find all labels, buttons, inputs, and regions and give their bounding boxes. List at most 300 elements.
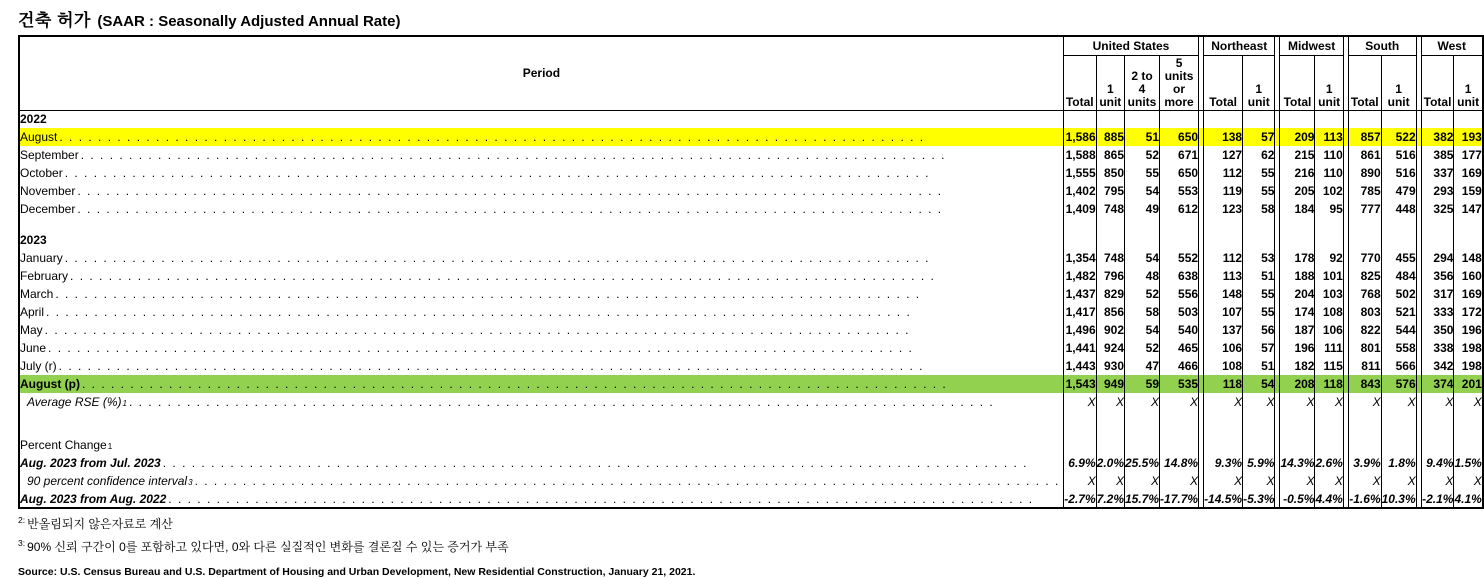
value-cell: 1.8% [1381, 454, 1416, 472]
value-cell: 169 [1454, 164, 1483, 182]
value-cell: X [1280, 472, 1315, 490]
table-row-march [19, 285, 1483, 303]
group-header-northeast: Northeast [1204, 36, 1275, 55]
value-cell: 466 [1160, 357, 1199, 375]
value-cell: 455 [1381, 249, 1416, 267]
value-cell: 159 [1454, 182, 1483, 200]
value-cell: X [1204, 393, 1243, 411]
value-cell [1063, 231, 1096, 249]
value-cell [1381, 411, 1416, 436]
period-cell [19, 231, 1063, 249]
value-cell: 337 [1421, 164, 1454, 182]
value-cell: 54 [1125, 182, 1160, 200]
value-cell: 930 [1096, 357, 1124, 375]
value-cell: 1,437 [1063, 285, 1096, 303]
footnotes [18, 511, 1022, 557]
value-cell [1381, 218, 1416, 231]
value-cell: 55 [1243, 164, 1275, 182]
table-row-august [19, 128, 1483, 146]
value-cell: X [1280, 393, 1315, 411]
value-cell: X [1421, 393, 1454, 411]
value-cell: 856 [1096, 303, 1124, 321]
value-cell: X [1381, 472, 1416, 490]
value-cell: 748 [1096, 200, 1124, 218]
value-cell: 502 [1381, 285, 1416, 303]
value-cell: 465 [1160, 339, 1199, 357]
value-cell: 522 [1381, 128, 1416, 146]
value-cell [1160, 231, 1199, 249]
value-cell: 516 [1381, 164, 1416, 182]
column-header-line: or more [1164, 81, 1194, 109]
dot-leader: . . . . . . . . . . . . . . . . . . . . . . . . . . . . . . . . . . . . . . . . . . . . . . . . . . . . . . . . . . . . . . . . . . . . . . . . . . . . . . . . . . . . . . . . . . [70, 269, 936, 283]
period-label: 90 percent confidence interval 3 . . . . . . . . . . . . . . . . . . . . . . . . . . . . . . . . . . . . . . . . . . . . . . . . . . . . . . . . . . . . . . . . . . . . . . . . . . . . . . . . . . . . . . . . . . [20, 474, 1063, 488]
period-cell [19, 249, 1063, 267]
column-header-2-to-4-units [1125, 55, 1160, 110]
value-cell: 147 [1454, 200, 1483, 218]
value-cell: 177 [1454, 146, 1483, 164]
value-cell [1348, 411, 1381, 436]
dot-leader: . . . . . . . . . . . . . . . . . . . . . . . . . . . . . . . . . . . . . . . . . . . . . . . . . . . . . . . . . . . . . . . . . . . . . . . . . . . . . . . . . . . . . . . . . . [80, 148, 946, 162]
value-cell: 118 [1315, 375, 1343, 393]
value-cell: 47 [1125, 357, 1160, 375]
footnote-3-text: 90% 신뢰 구간이 0를 포함하고 있다면, 0와 다른 실질적인 변화를 결론질 수 있는 증거가 부족 [27, 540, 509, 554]
period-label [20, 305, 1063, 319]
value-cell: 843 [1348, 375, 1381, 393]
table-row-january [19, 249, 1483, 267]
value-cell: 95 [1315, 200, 1343, 218]
header-group-row [19, 36, 1483, 55]
value-cell [1125, 218, 1160, 231]
period-cell [19, 357, 1063, 375]
value-cell: -2.1% [1421, 490, 1454, 508]
column-header-total [1348, 55, 1381, 110]
period-cell [19, 436, 1063, 454]
value-cell: 356 [1421, 267, 1454, 285]
value-cell [1280, 231, 1315, 249]
value-cell: 857 [1348, 128, 1381, 146]
value-cell: -2.7% [1063, 490, 1096, 508]
value-cell: X [1160, 393, 1199, 411]
value-cell: 110 [1315, 164, 1343, 182]
value-cell [1204, 436, 1243, 454]
value-cell: 172 [1454, 303, 1483, 321]
column-header-1-unit [1381, 55, 1416, 110]
value-cell: 803 [1348, 303, 1381, 321]
value-cell: -14.5% [1204, 490, 1243, 508]
period-label-text: November [20, 184, 76, 198]
table-row-average-rse [19, 393, 1483, 411]
value-cell: 1,402 [1063, 182, 1096, 200]
column-header-5-units-or-more [1160, 55, 1199, 110]
title-english: (SAAR : Seasonally Adjusted Annual Rate) [97, 13, 401, 30]
value-cell [1096, 110, 1124, 128]
value-cell: 1,555 [1063, 164, 1096, 182]
value-cell: 650 [1160, 128, 1199, 146]
value-cell: 106 [1204, 339, 1243, 357]
value-cell: 106 [1315, 321, 1343, 339]
value-cell: 55 [1243, 303, 1275, 321]
value-cell: 890 [1348, 164, 1381, 182]
period-cell [19, 267, 1063, 285]
value-cell [1348, 436, 1381, 454]
value-cell: 768 [1348, 285, 1381, 303]
value-cell [1280, 218, 1315, 231]
value-cell: 10.3% [1381, 490, 1416, 508]
period-cell [19, 146, 1063, 164]
value-cell: 671 [1160, 146, 1199, 164]
value-cell: 112 [1204, 164, 1243, 182]
value-cell: 2.0% [1096, 456, 1124, 470]
year-row-2023 [19, 231, 1483, 249]
dot-leader: . . . . . . . . . . . . . . . . . . . . . . . . . . . . . . . . . . . . . . . . . . . . . . . . . . . . . . . . . . . . . . . . . . . . . . . . . . . . . . . . . . . . . . . . . . [64, 166, 930, 180]
value-cell: 113 [1204, 267, 1243, 285]
value-cell: 62 [1243, 146, 1275, 164]
footnote-3-marker: 3: [18, 538, 26, 548]
period-cell [19, 454, 1063, 472]
value-cell: 204 [1280, 285, 1315, 303]
value-cell: X [1096, 393, 1124, 411]
table-row-december [19, 200, 1483, 218]
value-cell: 484 [1381, 267, 1416, 285]
period-cell [19, 411, 1063, 436]
value-cell: 113 [1315, 128, 1343, 146]
dot-leader: . . . . . . . . . . . . . . . . . . . . . . . . . . . . . . . . . . . . . . . . . . . . . . . . . . . . . . . . . . . . . . . . . . . . . . . . . . . . . . . . . . . . . . . . . . [48, 341, 914, 355]
table-row-september [19, 146, 1483, 164]
column-header-1-unit [1243, 55, 1275, 110]
value-cell: 1,443 [1063, 357, 1096, 375]
value-cell [1381, 436, 1416, 454]
period-cell [19, 321, 1063, 339]
value-cell: X [1348, 393, 1381, 411]
value-cell: X [1125, 393, 1160, 411]
value-cell: 325 [1421, 200, 1454, 218]
value-cell: -17.7% [1160, 490, 1199, 508]
value-cell [1421, 411, 1454, 436]
value-cell: X [1160, 472, 1199, 490]
value-cell: 49 [1125, 200, 1160, 218]
period-cell [19, 490, 1063, 508]
period-label-text: Aug. 2023 from Jul. 2023 [20, 456, 161, 470]
period-label [20, 184, 1063, 198]
value-cell: X [1125, 472, 1160, 490]
period-label [20, 341, 1063, 355]
dot-leader: . . . . . . . . . . . . . . . . . . . . . . . . . . . . . . . . . . . . . . . . . . . . . . . . . . . . . . . . . . . . . . . . . . . . . . . . . . . . . . . . . . . . . . . . . . [59, 130, 925, 144]
value-cell: 4.1% [1454, 490, 1483, 508]
table-row-aug-2023-from-aug-2022 [19, 490, 1483, 508]
value-cell: X [1348, 472, 1381, 490]
period-label [20, 287, 1063, 301]
value-cell: 193 [1454, 128, 1483, 146]
period-label: Percent Change 1 [20, 438, 113, 452]
value-cell: 924 [1096, 339, 1124, 357]
period-label [20, 456, 1063, 470]
value-cell: 785 [1348, 182, 1381, 200]
dot-leader: . . . . . . . . . . . . . . . . . . . . . . . . . . . . . . . . . . . . . . . . . . . . . . . . . . . . . . . . . . . . . . . . . . . . . . . . . . . . . . . . . . . . . . . . . . [55, 287, 921, 301]
value-cell: 885 [1096, 128, 1124, 146]
column-header-1-unit [1454, 55, 1483, 110]
column-header-line: 1 unit [1318, 81, 1341, 109]
value-cell: 209 [1280, 128, 1315, 146]
value-cell: 103 [1315, 285, 1343, 303]
footnote-3 [18, 534, 1022, 557]
value-cell [1454, 436, 1483, 454]
value-cell: 949 [1096, 375, 1124, 393]
value-cell: 544 [1381, 321, 1416, 339]
value-cell: 796 [1096, 267, 1124, 285]
value-cell: 6.9% [1063, 454, 1096, 472]
value-cell: 448 [1381, 200, 1416, 218]
value-cell [1348, 218, 1381, 231]
group-header-united-states: United States [1063, 36, 1198, 55]
dot-leader: . . . . . . . . . . . . . . . . . . . . . . . . . . . . . . . . . . . . . . . . . . . . . . . . . . . . . . . . . . . . . . . . . . . . . . . . . . . . . . . . . . . . . . . . . . [77, 202, 943, 216]
value-cell: 382 [1421, 128, 1454, 146]
value-cell: 182 [1280, 357, 1315, 375]
value-cell: 160 [1454, 267, 1483, 285]
value-cell: 2.6% [1315, 456, 1343, 470]
period-label [20, 233, 1063, 247]
value-cell: 127 [1204, 146, 1243, 164]
dot-leader: . . . . . . . . . . . . . . . . . . . . . . . . . . . . . . . . . . . . . . . . . . . . . . . . . . . . . . . . . . . . . . . . . . . . . . . . . . . . . . . . . . . . . . . . . . [81, 377, 948, 391]
value-cell: 52 [1125, 339, 1160, 357]
period-cell [19, 285, 1063, 303]
value-cell [1381, 231, 1416, 249]
value-cell: 9.3% [1204, 454, 1243, 472]
value-cell: 553 [1160, 182, 1199, 200]
value-cell: 52 [1125, 146, 1160, 164]
period-label [20, 166, 1063, 180]
period-label-text: September [20, 148, 79, 162]
value-cell: 850 [1096, 164, 1124, 182]
value-cell: 25.5% [1125, 456, 1160, 470]
value-cell [1096, 231, 1124, 249]
value-cell [1348, 231, 1381, 249]
column-header-line: 1 unit [1457, 81, 1480, 109]
value-cell: 52 [1125, 285, 1160, 303]
source-note: Source: U.S. Census Bureau and U.S. Department of Housing and Urban Development, New Residential Construction, January 21, 2021. [18, 566, 696, 578]
value-cell [1160, 110, 1199, 128]
value-cell: 101 [1315, 267, 1343, 285]
value-cell [1454, 231, 1483, 249]
value-cell: 148 [1204, 285, 1243, 303]
value-cell: 1,482 [1063, 267, 1096, 285]
value-cell: 829 [1096, 285, 1124, 303]
value-cell: 9.4% [1421, 454, 1454, 472]
value-cell: 293 [1421, 182, 1454, 200]
column-header-line: Total [1065, 94, 1094, 109]
value-cell [1243, 411, 1275, 436]
value-cell: 503 [1160, 303, 1199, 321]
value-cell: 15.7% [1125, 490, 1160, 508]
value-cell: 107 [1204, 303, 1243, 321]
period-label-text: June [20, 341, 47, 355]
value-cell: 902 [1096, 321, 1124, 339]
dot-leader: . . . . . . . . . . . . . . . . . . . . . . . . . . . . . . . . . . . . . . . . . . . . . . . . . . . . . . . . . . . . . . . . . . . . . . . . . . . . . . . . . . . . . . . . . . [44, 323, 910, 337]
value-cell [1125, 436, 1160, 454]
period-label-text: August (p) [20, 377, 80, 391]
table-row-april [19, 303, 1483, 321]
period-cell [19, 339, 1063, 357]
value-cell: 1,586 [1063, 128, 1096, 146]
column-header-total [1421, 55, 1454, 110]
value-cell [1096, 218, 1124, 231]
value-cell: 53 [1243, 249, 1275, 267]
period-label: Average RSE (%) 1 . . . . . . . . . . . . . . . . . . . . . . . . . . . . . . . . . . . . . . . . . . . . . . . . . . . . . . . . . . . . . . . . . . . . . . . . . . . . . . . . . . . . . . . . . . [20, 395, 1063, 409]
value-cell: 148 [1454, 249, 1483, 267]
table-row-october [19, 164, 1483, 182]
dot-leader: . . . . . . . . . . . . . . . . . . . . . . . . . . . . . . . . . . . . . . . . . . . . . . . . . . . . . . . . . . . . . . . . . . . . . . . . . . . . . . . . . . . . . . . . . . [46, 305, 912, 319]
period-label [20, 377, 1063, 391]
value-cell: 556 [1160, 285, 1199, 303]
table-row-90-percent-confidence-interval [19, 472, 1483, 490]
value-cell: 57 [1243, 128, 1275, 146]
value-cell: 54 [1125, 321, 1160, 339]
value-cell: 811 [1348, 357, 1381, 375]
table-header [19, 36, 1483, 110]
table-row-august-p [19, 375, 1483, 393]
value-cell: 58 [1243, 200, 1275, 218]
value-cell: 216 [1280, 164, 1315, 182]
period-label-text: October [20, 166, 63, 180]
value-cell: 342 [1421, 357, 1454, 375]
value-cell [1243, 436, 1275, 454]
dot-leader: . . . . . . . . . . . . . . . . . . . . . . . . . . . . . . . . . . . . . . . . . . . . . . . . . . . . . . . . . . . . . . . . . . . . . . . . . . . . . . . . . . . . . . . . . . [77, 184, 943, 198]
value-cell: 14.3% [1280, 456, 1315, 470]
table-body [19, 110, 1483, 508]
value-cell: 58 [1125, 303, 1160, 321]
value-cell: 198 [1454, 339, 1483, 357]
period-label-text: December [20, 202, 76, 216]
value-cell: 108 [1315, 303, 1343, 321]
value-cell: 54 [1125, 249, 1160, 267]
value-cell: 7.2% [1096, 490, 1124, 508]
table-row-july-r [19, 357, 1483, 375]
value-cell [1280, 411, 1315, 436]
dot-leader: . . . . . . . . . . . . . . . . . . . . . . . . . . . . . . . . . . . . . . . . . . . . . . . . . . . . . . . . . . . . . . . . . . . . . . . . . . . . . . . . . . . . . . . . . . [64, 251, 930, 265]
dot-leader: . . . . . . . . . . . . . . . . . . . . . . . . . . . . . . . . . . . . . . . . . . . . . . . . . . . . . . . . . . . . . . . . . . . . . . . . . . . . . . . . . . . . . . . . . . [162, 456, 1029, 470]
spacer-row [19, 218, 1483, 231]
value-cell: 196 [1454, 321, 1483, 339]
value-cell: 102 [1315, 182, 1343, 200]
value-cell: 770 [1348, 249, 1381, 267]
value-cell: X [1063, 472, 1096, 490]
column-header-line: units [1127, 94, 1157, 109]
period-label-text: April [20, 305, 45, 319]
value-cell: 801 [1348, 339, 1381, 357]
table-row-may [19, 321, 1483, 339]
value-cell: 174 [1280, 303, 1315, 321]
table-row-february [19, 267, 1483, 285]
value-cell: 638 [1160, 267, 1199, 285]
value-cell: 115 [1315, 357, 1343, 375]
value-cell: 552 [1160, 249, 1199, 267]
value-cell: 516 [1381, 146, 1416, 164]
value-cell [1421, 436, 1454, 454]
building-permits-table [18, 35, 1484, 509]
value-cell: X [1381, 393, 1416, 411]
value-cell: 650 [1160, 164, 1199, 182]
value-cell: 5.9% [1243, 454, 1275, 472]
value-cell: 188 [1280, 267, 1315, 285]
period-cell [19, 303, 1063, 321]
value-cell: 55 [1125, 164, 1160, 182]
value-cell [1315, 231, 1343, 249]
value-cell: 51 [1125, 128, 1160, 146]
period-label-text: March [20, 287, 54, 301]
period-label [20, 112, 1063, 126]
value-cell: 777 [1348, 200, 1381, 218]
spacer-row [19, 411, 1483, 436]
value-cell [1204, 110, 1243, 128]
value-cell: 317 [1421, 285, 1454, 303]
value-cell: 374 [1421, 375, 1454, 393]
value-cell: X [1454, 393, 1483, 411]
value-cell [1243, 218, 1275, 231]
value-cell: 54 [1243, 375, 1275, 393]
value-cell [1454, 218, 1483, 231]
period-cell [19, 182, 1063, 200]
value-cell [1063, 110, 1096, 128]
column-header-line: Total [1283, 94, 1312, 109]
value-cell: 333 [1421, 303, 1454, 321]
period-label [20, 492, 1063, 506]
value-cell [1421, 218, 1454, 231]
value-cell [1204, 411, 1243, 436]
dot-leader: . . . . . . . . . . . . . . . . . . . . . . . . . . . . . . . . . . . . . . . . . . . . . . . . . . . . . . . . . . . . . . . . . . . . . . . . . . . . . . . . . . . . . . . . . . [128, 395, 995, 409]
period-cell [19, 472, 1063, 490]
value-cell [1063, 218, 1096, 231]
value-cell: 1,409 [1063, 200, 1096, 218]
value-cell [1280, 436, 1315, 454]
value-cell: X [1243, 393, 1275, 411]
value-cell: 350 [1421, 321, 1454, 339]
period-cell [19, 164, 1063, 182]
value-cell [1204, 218, 1243, 231]
value-cell: 56 [1243, 321, 1275, 339]
column-header-total [1063, 55, 1096, 110]
value-cell: 4.4% [1315, 490, 1343, 508]
value-cell: 215 [1280, 146, 1315, 164]
value-cell: 178 [1280, 249, 1315, 267]
table-row-june [19, 339, 1483, 357]
value-cell: 59 [1125, 375, 1160, 393]
value-cell [1063, 436, 1096, 454]
period-label-text: May [20, 323, 43, 337]
value-cell: 118 [1204, 375, 1243, 393]
value-cell [1160, 218, 1199, 231]
value-cell: X [1096, 472, 1124, 490]
value-cell: 825 [1348, 267, 1381, 285]
value-cell [1454, 110, 1483, 128]
column-header-total [1204, 55, 1243, 110]
period-label [20, 323, 1063, 337]
value-cell: 1,543 [1063, 375, 1096, 393]
period-label-text: Percent Change [20, 438, 107, 452]
value-cell: 51 [1243, 267, 1275, 285]
column-header-1-unit [1096, 55, 1124, 110]
value-cell: 865 [1096, 146, 1124, 164]
footnote-2-marker: 2: [18, 515, 26, 525]
value-cell: 187 [1280, 321, 1315, 339]
value-cell: X [1063, 393, 1096, 411]
period-header: Period [19, 36, 1063, 110]
value-cell [1096, 436, 1124, 454]
period-label-text: February [20, 269, 69, 283]
value-cell: 108 [1204, 357, 1243, 375]
value-cell: 3.9% [1348, 454, 1381, 472]
value-cell: 861 [1348, 146, 1381, 164]
dot-leader: . . . . . . . . . . . . . . . . . . . . . . . . . . . . . . . . . . . . . . . . . . . . . . . . . . . . . . . . . . . . . . . . . . . . . . . . . . . . . . . . . . . . . . . . . . [194, 474, 1060, 488]
value-cell [1243, 231, 1275, 249]
